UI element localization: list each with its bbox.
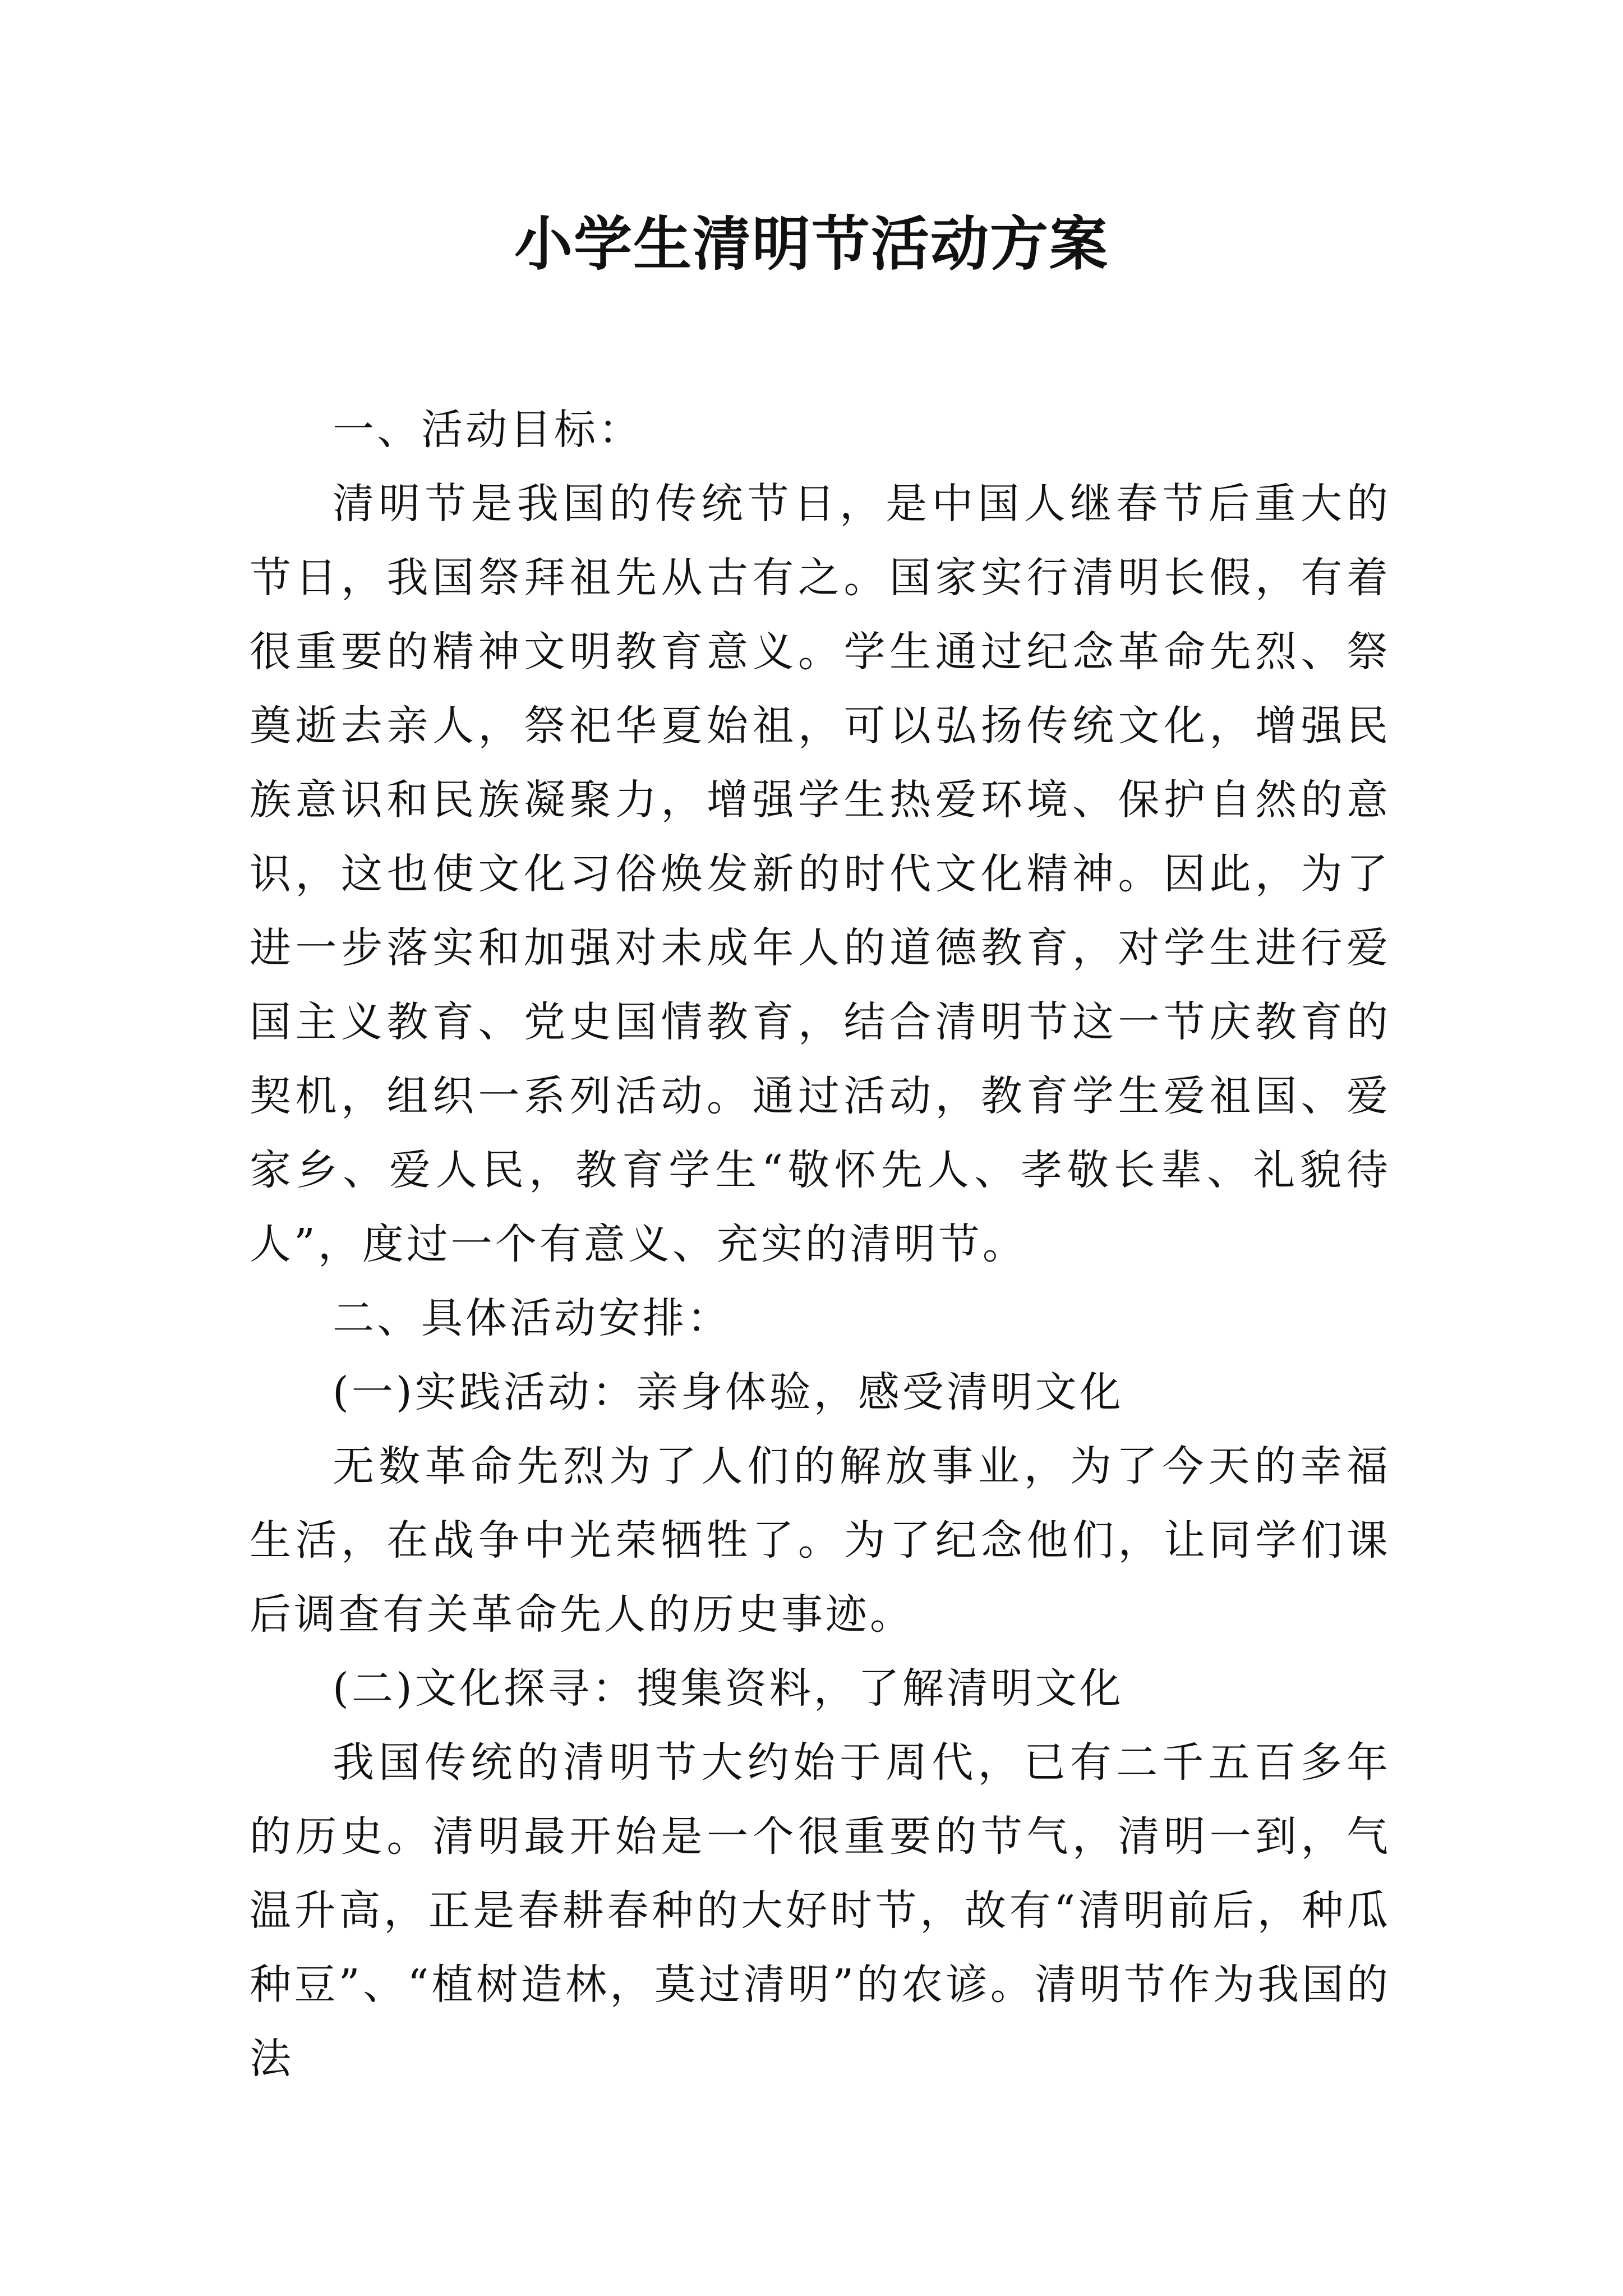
paragraph-practice-activity: 无数革命先烈为了人们的解放事业，为了今天的幸福生活，在战争中光荣牺牲了。为了纪念他们，让同学们课后调查有关革命先人的历史事迹。 [250,1442,1391,1639]
subheading-culture-exploration: (二)文化探寻：搜集资料，了解清明文化 [333,1664,1124,1713]
heading-activity-arrangement: 二、具体活动安排： [333,1294,731,1342]
subheading-practice-activity: (一)实践活动：亲身体验，感受清明文化 [333,1368,1124,1416]
document-title: 小学生清明节活动方案 [514,209,1109,278]
heading-activity-goal: 一、活动目标： [333,406,643,454]
paragraph-culture-exploration: 我国传统的清明节大约始于周代，已有二千五百多年的历史。清明最开始是一个很重要的节气，清明一到，气温升高，正是春耕春种的大好时节，故有“清明前后，种瓜种豆”、“植树造林，莫过清明”的农谚。清明节作为我国的法 [250,1738,1391,2083]
paragraph-goal-description: 清明节是我国的传统节日，是中国人继春节后重大的节日，我国祭拜祖先从古有之。国家实行清明长假，有着很重要的精神文明教育意义。学生通过纪念革命先烈、祭奠逝去亲人，祭祀华夏始祖，可以弘扬传统文化，增强民族意识和民族凝聚力，增强学生热爱环境、保护自然的意识，这也使文化习俗焕发新的时代文化精神。因此，为了进一步落实和加强对未成年人的道德教育，对学生进行爱国主义教育、党史国情教育，结合清明节这一节庆教育的契机，组织一系列活动。通过活动，教育学生爱祖国、爱家乡、爱人民，教育学生“敬怀先人、孝敬长辈、礼貌待人”，度过一个有意义、充实的清明节。 [250,480,1391,1268]
document-body [250,393,1391,2096]
